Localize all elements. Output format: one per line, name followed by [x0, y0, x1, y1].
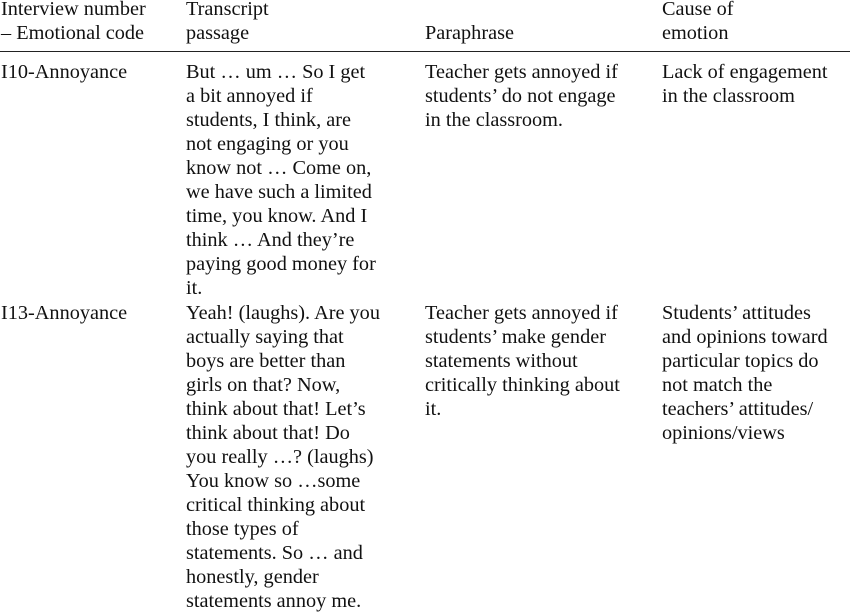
row-2-code: I13-Annoyance	[1, 302, 128, 324]
row-2-paraphrase: Teacher gets annoyed if students’ make gender statements without critically thinking about it.	[425, 302, 620, 420]
header-interview-number: Interview number – Emotional code	[1, 0, 146, 44]
header-rule	[0, 51, 850, 52]
header-transcript-passage: Transcript passage	[186, 0, 269, 44]
header-paraphrase: Paraphrase	[425, 22, 514, 44]
row-2-cause: Students’ attitudes and opinions toward particular topics do not match the teachers’ attitudes/ opinions/views	[662, 302, 828, 444]
row-1-cause: Lack of engagement in the classroom	[662, 61, 828, 107]
row-1-transcript: But … um … So I get a bit annoyed if students, I think, are not engaging or you know not … Come on, we have such a limited time, you know. And I think … And they’re paying good money for it.	[186, 61, 376, 299]
header-cause-of-emotion: Cause of emotion	[662, 0, 734, 44]
row-2-transcript: Yeah! (laughs). Are you actually saying that boys are better than girls on that? Now, think about that! Let’s think about that! Do you really …? (laughs) You know so …some critical thinking about those types of statements. So … and honestly, gender statements annoy me.	[186, 302, 380, 612]
row-1-paraphrase: Teacher gets annoyed if students’ do not engage in the classroom.	[425, 61, 618, 131]
row-1-code: I10-Annoyance	[1, 61, 128, 83]
